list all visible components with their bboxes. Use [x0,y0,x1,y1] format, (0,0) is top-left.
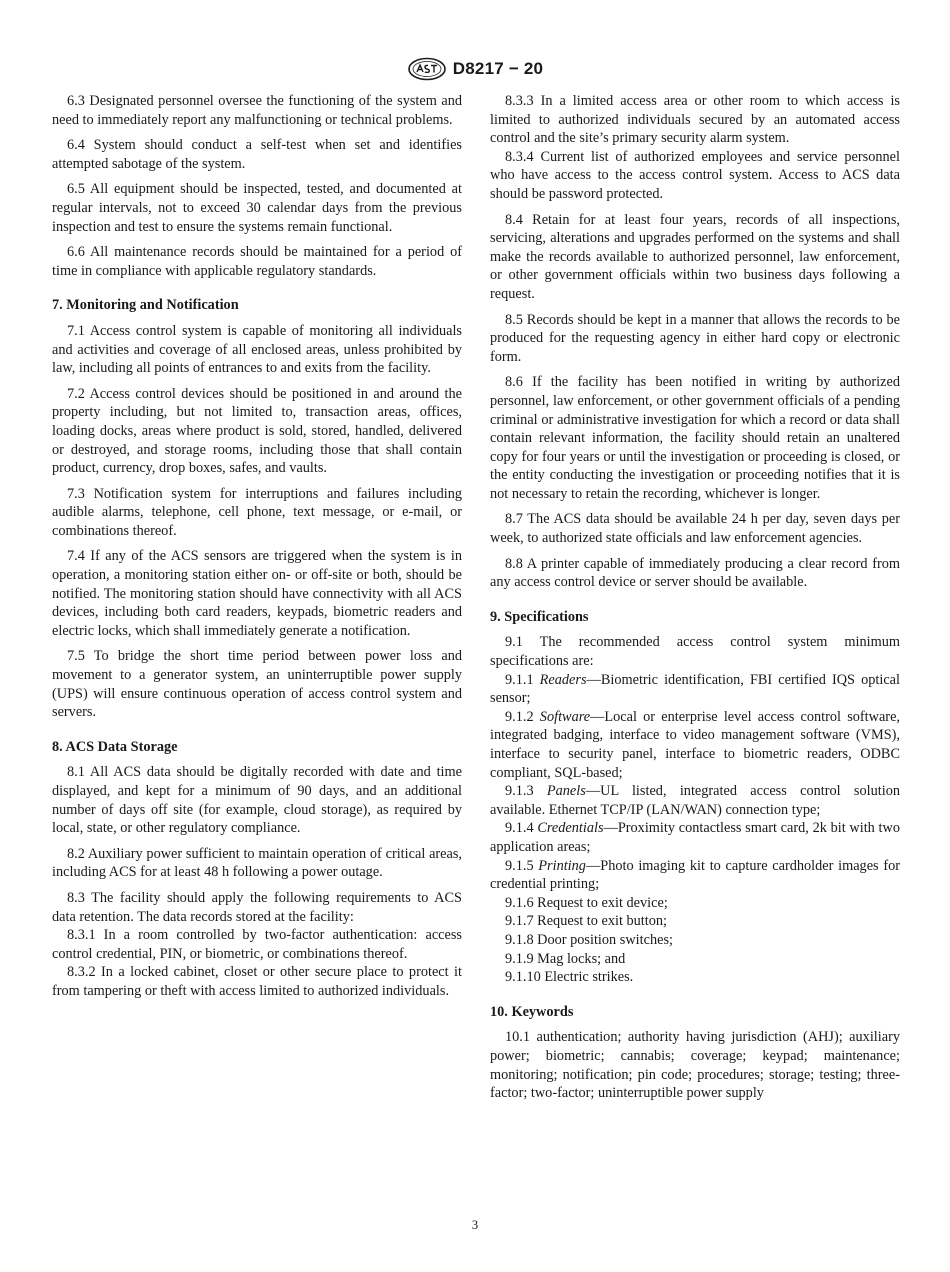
paragraph: 8.6 If the facility has been notified in writing by authorized personnel, law enforcement, or other government officials of a pending criminal or administrative investigation for which a record or data shall contain relevant information, the facility should retain an unaltered copy for four years or until the investigation or proceeding is closed, or the entity conducting the investigation or proceeding notifies that it is not necessary to retain the recording, whichever is longer. [490,374,900,502]
paragraph: 8.3.2 In a locked cabinet, closet or other secure place to protect it from tampering or theft with access limited to authorized individuals. [52,964,462,999]
paragraph: 7.5 To bridge the short time period between power loss and movement to a generator system, an uninterruptible power supply (UPS) will ensure continuous operation of access control system and servers. [52,648,462,721]
astm-logo-icon [407,57,447,81]
paragraph: 8.2 Auxiliary power sufficient to maintain operation of critical areas, including ACS for at least 48 h following a power outage. [52,845,462,881]
paragraph: 9.1 The recommended access control system minimum specifications are: [490,634,900,670]
clause-number: 9.1.5 [505,857,539,874]
clause-number: 9.1.2 [505,708,540,725]
paragraph: 7.3 Notification system for interruptions and failures including audible alarms, telephone, cell phone, text message, or e-mail, or combinations thereof. [52,485,462,539]
paragraph: 9.1.6 Request to exit device; [505,894,668,911]
paragraph: 8.8 A printer capable of immediately producing a clear record from any access control device or server should be available. [490,555,900,591]
paragraph [490,671,900,708]
section-heading: 7. Monitoring and Notification [52,297,239,314]
clause-term: Printing [538,857,586,874]
clause-text: —Photo imaging kit to capture cardholder images for credential printing; [490,857,900,893]
paragraph [490,819,900,856]
paragraph: 7.1 Access control system is capable of monitoring all individuals and activities and coverage of all enclosed areas, unless prohibited by law, including all points of entrances to and exits from the facility. [52,322,462,377]
paragraph [490,782,900,819]
clause-term: Readers [539,671,587,688]
section-heading: 10. Keywords [490,1003,574,1020]
paragraph: 6.5 All equipment should be inspected, tested, and documented at regular intervals, not to exceed 30 calendar days from the previous inspection and test to ensure the systems remain functional. [52,181,462,235]
paragraph: 8.4 Retain for at least four years, records of all inspections, servicing, alterations and upgrades performed on the systems and shall make the records available to authorized personnel, law enforcement, or other government officials within two business days following a request. [490,211,900,302]
paragraph: 8.3.3 In a limited access area or other room to which access is limited to authorized individuals secured by an automated access control and the site’s primary security alarm system. [490,93,900,147]
document-designation: D8217 − 20 [452,59,544,78]
paragraph: 8.3.1 In a room controlled by two-factor authentication: access control credential, PIN, or biometric, or combinations thereof. [52,927,462,962]
clause-text: —Biometric identification, FBI certified IQS optical sensor; [490,671,900,707]
right-column [490,92,900,1110]
paragraph: 9.1.7 Request to exit button; [505,913,668,930]
paragraph: 9.1.10 Electric strikes. [505,969,634,986]
section-heading: 8. ACS Data Storage [52,738,178,755]
clause-term: Credentials [537,820,604,837]
paragraph: 6.4 System should conduct a self-test when set and identifies attempted sabotage of the system. [52,137,462,172]
section-heading: 9. Specifications [490,608,589,625]
paragraph: 10.1 authentication; authority having jurisdiction (AHJ); auxiliary power; biometric; cannabis; coverage; keypad; maintenance; monitoring; notification; pin code; procedures; storage; testing; three-factor; two-factor; uninterruptible power supply [490,1029,900,1102]
paragraph: 8.7 The ACS data should be available 24 h per day, seven days per week, to authorized state officials and law enforcement agencies. [490,511,900,547]
clause-term: Software [539,708,591,725]
paragraph [490,857,900,894]
left-column [52,92,462,1001]
paragraph: 6.3 Designated personnel oversee the functioning of the system and need to immediately report any malfunctioning or technical problems. [52,93,462,128]
clause-text: —Local or enterprise level access control software, integrated badging, interface to video management software (VMS), interface to security panel, interface to biometric readers, ODBC compliant, SQL-based; [490,708,900,781]
clause-number: 9.1.3 [505,783,547,800]
paragraph: 7.4 If any of the ACS sensors are triggered when the system is in operation, a monitoring station either on- or off-site or both, should be notified. The monitoring station should have connectivity with all ACS devices, including both card readers, keypads, biometric readers and electric locks, which shall immediately generate a notification. [52,548,462,639]
paragraph: 9.1.9 Mag locks; and [505,950,626,967]
page-number: 3 [471,1218,479,1232]
paragraph: 8.1 All ACS data should be digitally recorded with date and time displayed, and kept for a minimum of 90 days, and an additional number of days off site (for example, cloud storage), as required by local, state, or other regulatory compliance. [52,764,462,837]
paragraph: 6.6 All maintenance records should be maintained for a period of time in compliance with applicable regulatory standards. [52,244,462,279]
clause-text: —UL listed, integrated access control solution available. Ethernet TCP/IP (LAN/WAN) connection type; [490,783,900,818]
paragraph: 9.1.8 Door position switches; [505,931,673,948]
paragraph: 8.3.4 Current list of authorized employees and service personnel who have access to the access control system. Access to ACS data should be password protected. [490,148,900,202]
paragraph: 7.2 Access control devices should be positioned in and around the property including, but not limited to, transaction areas, offices, loading docks, areas where product is sold, stored, handled, delivered or destroyed, and storage rooms, including those that shall contain product, currency, drop boxes, safes, and vaults. [52,385,462,477]
paragraph: 8.5 Records should be kept in a manner that allows the records to be produced for the requesting agency in either hard copy or electronic form. [490,311,900,365]
clause-number: 9.1.1 [505,671,540,688]
clause-term: Panels [546,783,586,800]
paragraph [490,708,900,782]
clause-text: —Proximity contactless smart card, 2k bit with two application areas; [490,820,900,855]
paragraph: 8.3 The facility should apply the following requirements to ACS data retention. The data records stored at the facility: [52,889,462,925]
page-header [0,56,950,82]
clause-number: 9.1.4 [505,820,538,837]
